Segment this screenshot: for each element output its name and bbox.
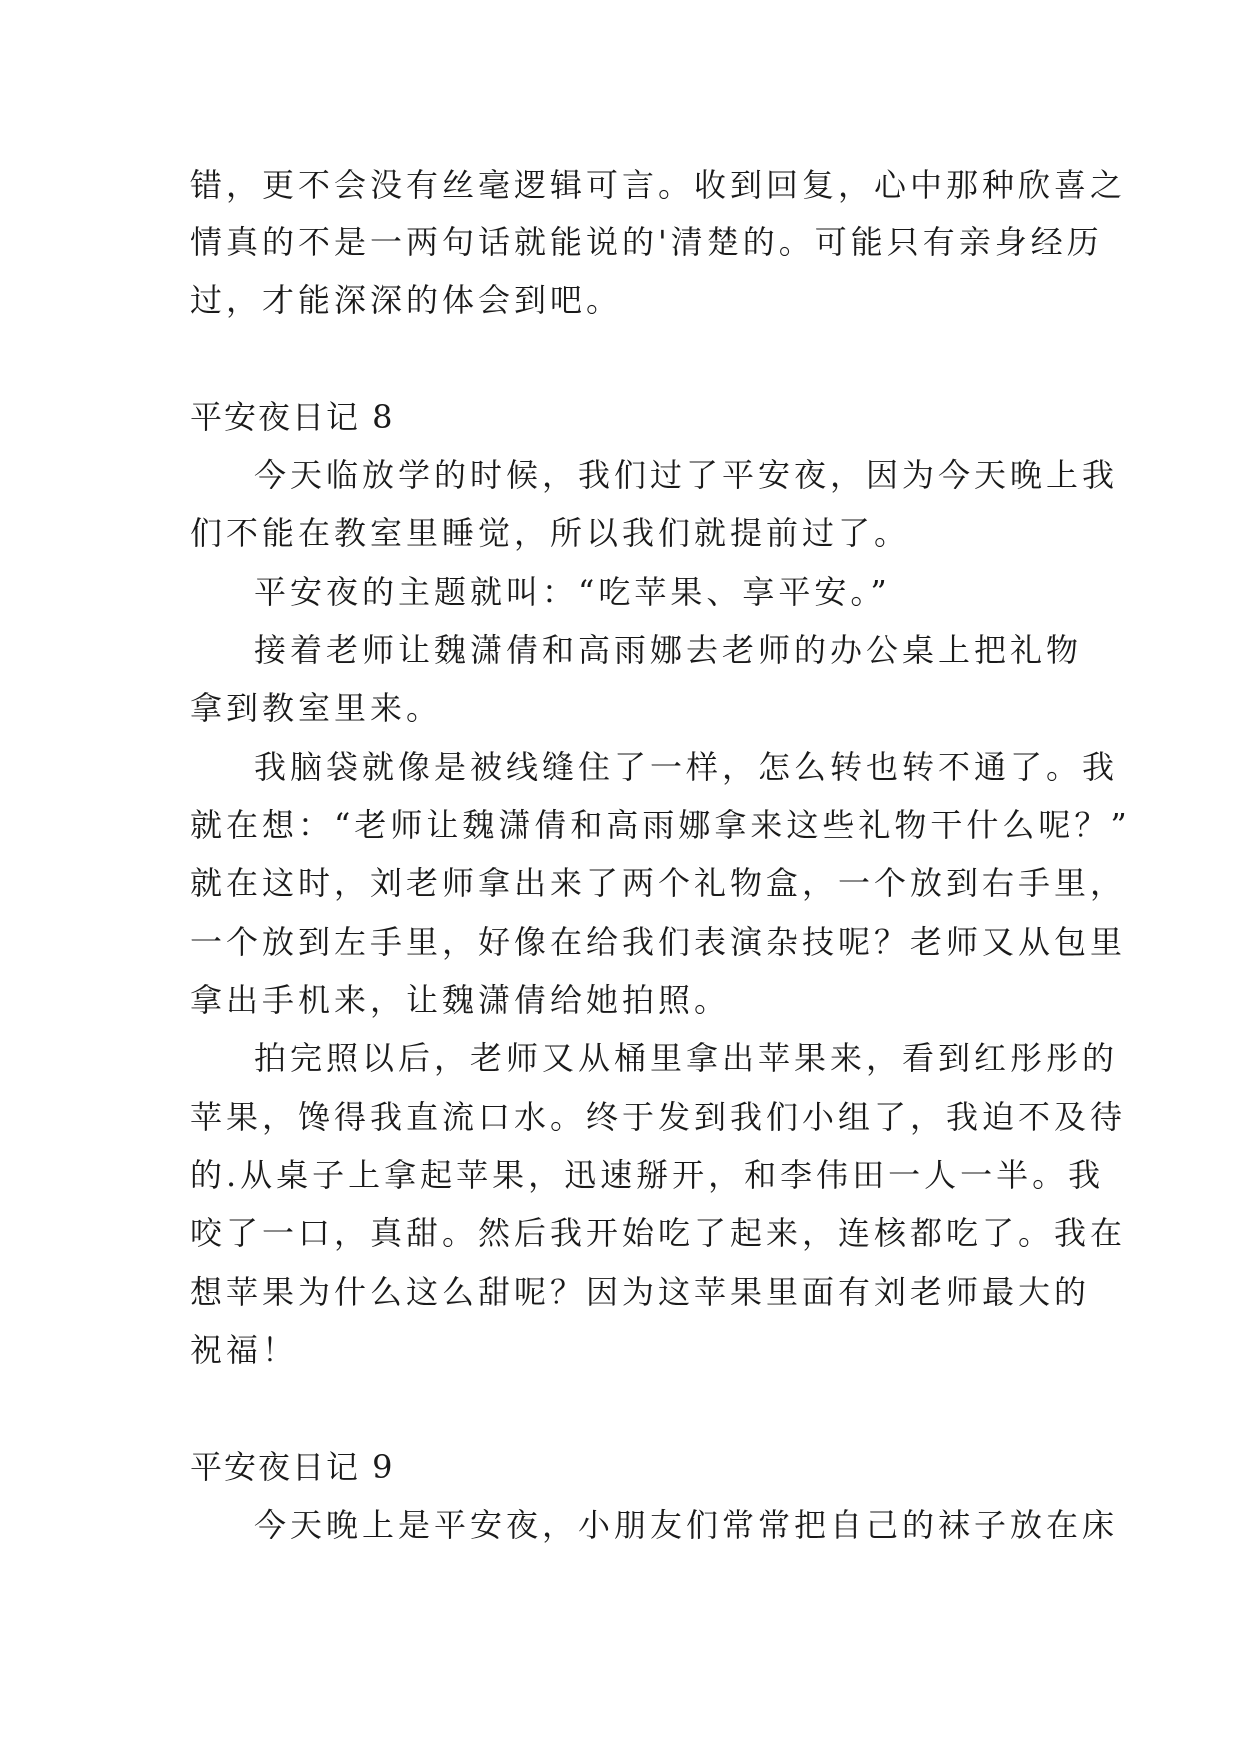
text-line: 们不能在教室里睡觉，所以我们就提前过了。 (190, 514, 911, 552)
text-line: 想苹果为什么这么甜呢？因为这苹果里面有刘老师最大的 (190, 1273, 1091, 1311)
text-line: 拿出手机来，让魏潇倩给她拍照。 (190, 981, 731, 1019)
text-line: 就在想：“老师让魏潇倩和高雨娜拿来这些礼物干什么呢？” (190, 806, 1131, 844)
text-line: 祝福！ (190, 1331, 299, 1369)
text-line: 接着老师让魏潇倩和高雨娜去老师的办公桌上把礼物 (254, 631, 1083, 669)
text-line: 拍完照以后，老师又从桶里拿出苹果来，看到红彤彤的 (254, 1039, 1119, 1077)
text-line: 错，更不会没有丝毫逻辑可言。收到回复，心中那种欣喜之 (190, 166, 1127, 204)
text-line: 苹果，馋得我直流口水。终于发到我们小组了，我迫不及待 (190, 1098, 1127, 1136)
text-line: 今天晚上是平安夜，小朋友们常常把自己的袜子放在床 (254, 1506, 1119, 1544)
text-line: 平安夜的主题就叫：“吃苹果、享平安。” (254, 573, 891, 611)
section-title: 平安夜日记 9 (190, 1448, 395, 1486)
text-line: 一个放到左手里，好像在给我们表演杂技呢？老师又从包里 (190, 923, 1127, 961)
text-line: 今天临放学的时候，我们过了平安夜，因为今天晚上我 (254, 456, 1119, 494)
text-line: 我脑袋就像是被线缝住了一样，怎么转也转不通了。我 (254, 748, 1119, 786)
text-line: 咬了一口，真甜。然后我开始吃了起来，连核都吃了。我在 (190, 1214, 1127, 1252)
text-line: 拿到教室里来。 (190, 689, 443, 727)
text-line: 过，才能深深的体会到吧。 (190, 281, 623, 319)
text-line: 就在这时，刘老师拿出来了两个礼物盒，一个放到右手里， (190, 864, 1127, 902)
text-line: 的.从桌子上拿起苹果，迅速掰开，和李伟田一人一半。我 (190, 1156, 1105, 1194)
section-title: 平安夜日记 8 (190, 398, 395, 436)
text-line: 情真的不是一两句话就能说的'清楚的。可能只有亲身经历 (190, 223, 1103, 261)
